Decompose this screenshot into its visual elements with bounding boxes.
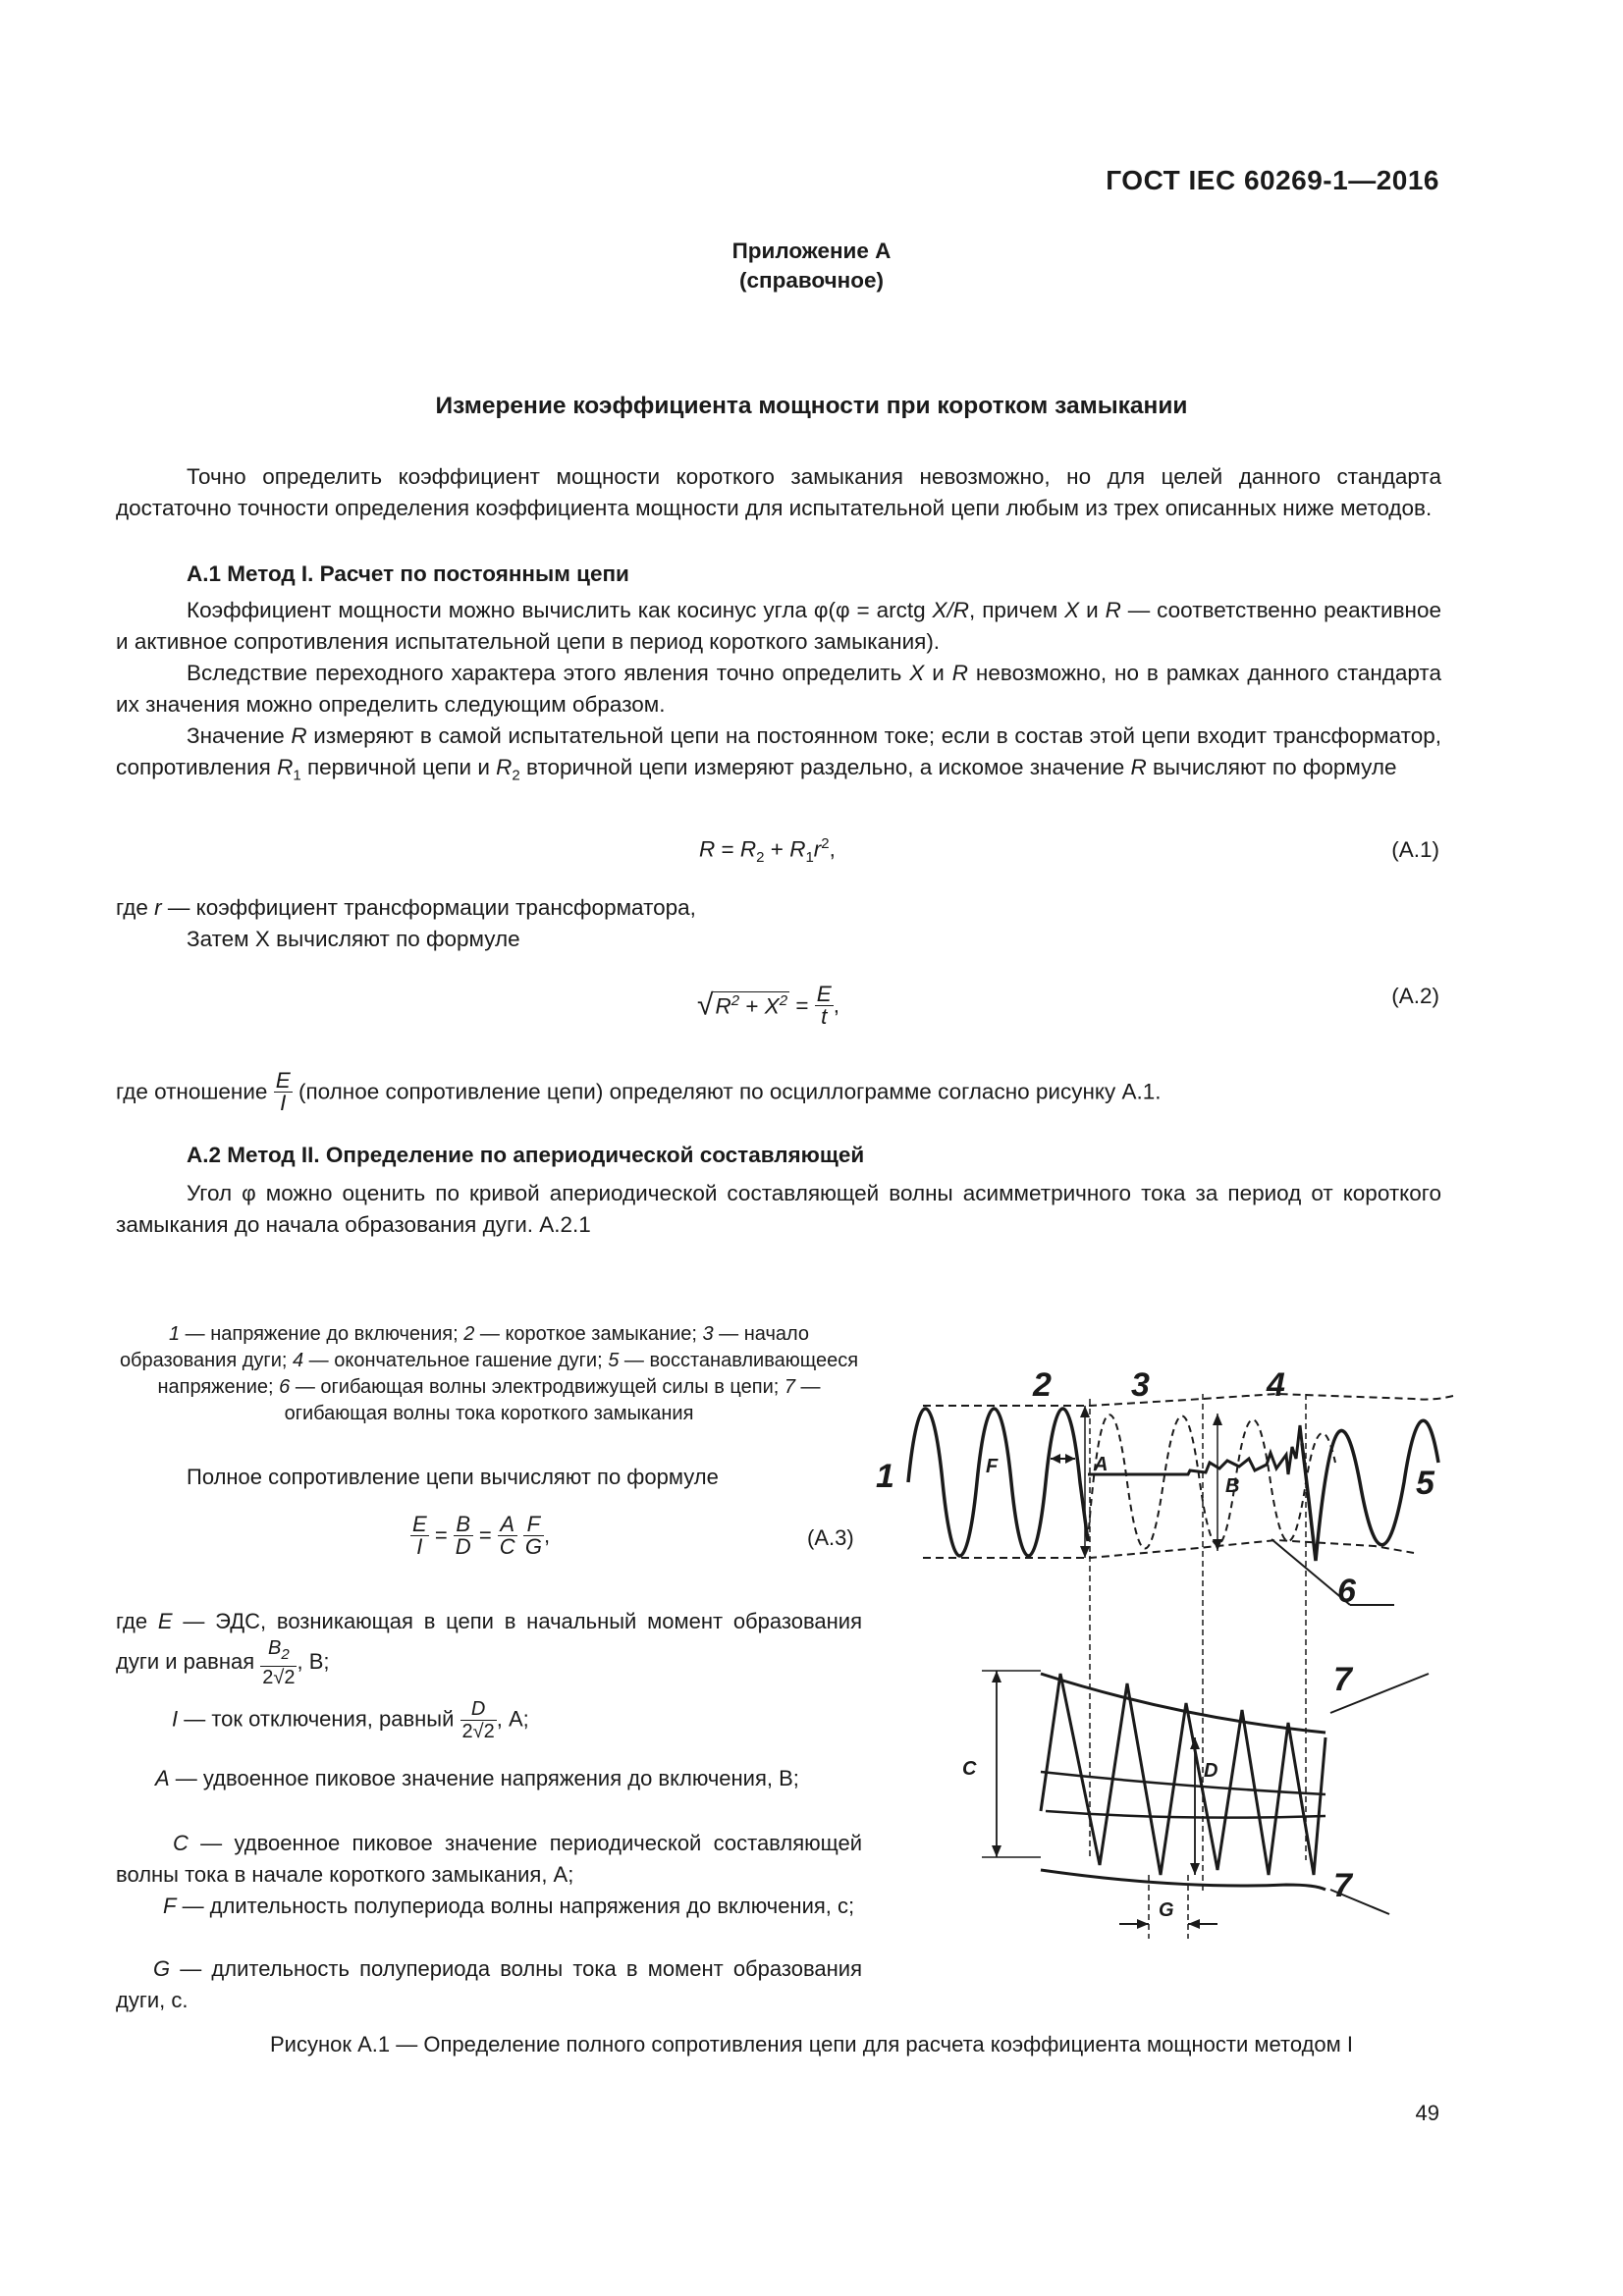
a2-paragraph-1: Угол φ можно оценить по кривой апериодической составляющей волны асимметричного тока за период от короткого замыкания до начала образования дуги. А.2.1	[116, 1181, 1441, 1237]
a1-paragraph-1: Коэффициент мощности можно вычислить как косинус угла φ(φ = arctg X/R, причем X и R — соответственно реактивное и активное сопротивления испытательной цепи в период короткого замыкания).	[116, 598, 1441, 654]
voltage-wave-before	[908, 1409, 1088, 1556]
label-4: 4	[1267, 1366, 1285, 1404]
label-2: 2	[1033, 1366, 1052, 1404]
dim-A: A	[1094, 1454, 1109, 1475]
appendix-subtitle: (справочное)	[739, 268, 884, 293]
label-3: 3	[1131, 1366, 1150, 1404]
voltage-envelope-lower	[923, 1540, 1414, 1558]
def-A: A — удвоенное пиковое значение напряжения до включения, В;	[155, 1766, 799, 1790]
equation-a1: $R = R_2 + R_1r^2$,	[699, 835, 836, 866]
voltage-envelope-upper	[923, 1394, 1453, 1406]
label-7b: 7	[1333, 1867, 1352, 1904]
appendix-title: Приложение А	[731, 239, 892, 263]
label-7a: 7	[1333, 1661, 1352, 1698]
ratio-paragraph: где отношение $\frac{E}{I}$ (полное сопротивление цепи) определяют по осциллограмме согласно рисунку А.1.	[116, 1068, 1162, 1115]
dim-G: G	[1159, 1899, 1174, 1921]
a1-paragraph-3: Значение R измеряют в самой испытательной цепи на постоянном токе; если в состав этой цепи входит трансформатор, сопротивления $R_1$ первичной цепи и $R_2$ вторичной цепи измеряют раздельно, а искомое значение R вычисляют по формуле	[116, 723, 1442, 784]
dim-C: C	[962, 1758, 977, 1780]
document-id: ГОСТ IEC 60269-1—2016	[1106, 165, 1439, 195]
equation-a3: $\frac{E}{I}$ = $\frac{B}{D}$ = $\frac{A}{C}$ $\frac{F}{G}$ ,	[412, 1512, 551, 1559]
def-I: I — ток отключения, равный $\frac{D}{2√2}$ , А;	[172, 1698, 529, 1742]
equation-a3-number: (А.3)	[807, 1525, 854, 1550]
def-C: C — удвоенное пиковое значение периодической составляющей волны тока в начале короткого замыкания, А;	[116, 1831, 862, 1887]
oscillogram-figure	[864, 1345, 1473, 1953]
then-x-text: Затем X вычисляют по формуле	[187, 927, 520, 951]
page-heading: Измерение коэффициента мощности при коротком замыкании	[435, 393, 1188, 419]
def-G: G — длительность полупериода волны тока в момент образования дуги, с.	[116, 1956, 862, 2012]
label-5: 5	[1416, 1465, 1434, 1502]
label-6: 6	[1337, 1573, 1356, 1610]
a1-paragraph-2: Вследствие переходного характера этого явления точно определить X и R невозможно, но в рамках данного стандарта их значения можно определить следующим образом.	[116, 661, 1441, 717]
equation-a2-number: (А.2)	[1391, 984, 1439, 1008]
dim-B: B	[1225, 1475, 1240, 1497]
section-a2-title: А.2 Метод II. Определение по апериодической составляющей	[187, 1143, 865, 1167]
dim-F: F	[986, 1456, 999, 1477]
def-F: F — длительность полупериода волны напряжения до включения, с;	[163, 1894, 855, 1918]
impedance-intro: Полное сопротивление цепи вычисляют по формуле	[187, 1465, 719, 1489]
equation-a2: $√R^2 + X^2$ = $\frac{E}{t}$ ,	[697, 982, 840, 1029]
figure-caption: Рисунок А.1 — Определение полного сопротивления цепи для расчета коэффициента мощности методом I	[270, 2032, 1353, 2056]
equation-a1-number: (А.1)	[1391, 837, 1439, 862]
current-wave	[1041, 1674, 1325, 1875]
intro-paragraph: Точно определить коэффициент мощности короткого замыкания невозможно, но для целей данного стандарта достаточно точности определения коэффициента мощности для испытательной цепи любым из трех описанных ниже методов.	[116, 464, 1441, 520]
page-number: 49	[1415, 2101, 1439, 2125]
current-envelope-lower	[1041, 1870, 1325, 1890]
label-1: 1	[876, 1458, 894, 1495]
after-eq1-text: где r — коэффициент трансформации трансформатора,	[116, 895, 696, 920]
section-a1-title: А.1 Метод I. Расчет по постоянным цепи	[187, 561, 629, 586]
dim-D: D	[1204, 1760, 1218, 1782]
figure-legend: 1 — напряжение до включения; 2 — короткое замыкание; 3 — начало образования дуги; 4 — окончательное гашение дуги; 5 — восстанавливающееся напряжение; 6 — огибающая волны электродвижущей силы в цепи; 7 — огибающая волны тока короткого замыкания	[119, 1323, 859, 1424]
def-E: где E — ЭДС, возникающая в цепи в начальный момент образования дуги и равная $\frac{B_2}{2√2}$ , В;	[116, 1609, 862, 1688]
